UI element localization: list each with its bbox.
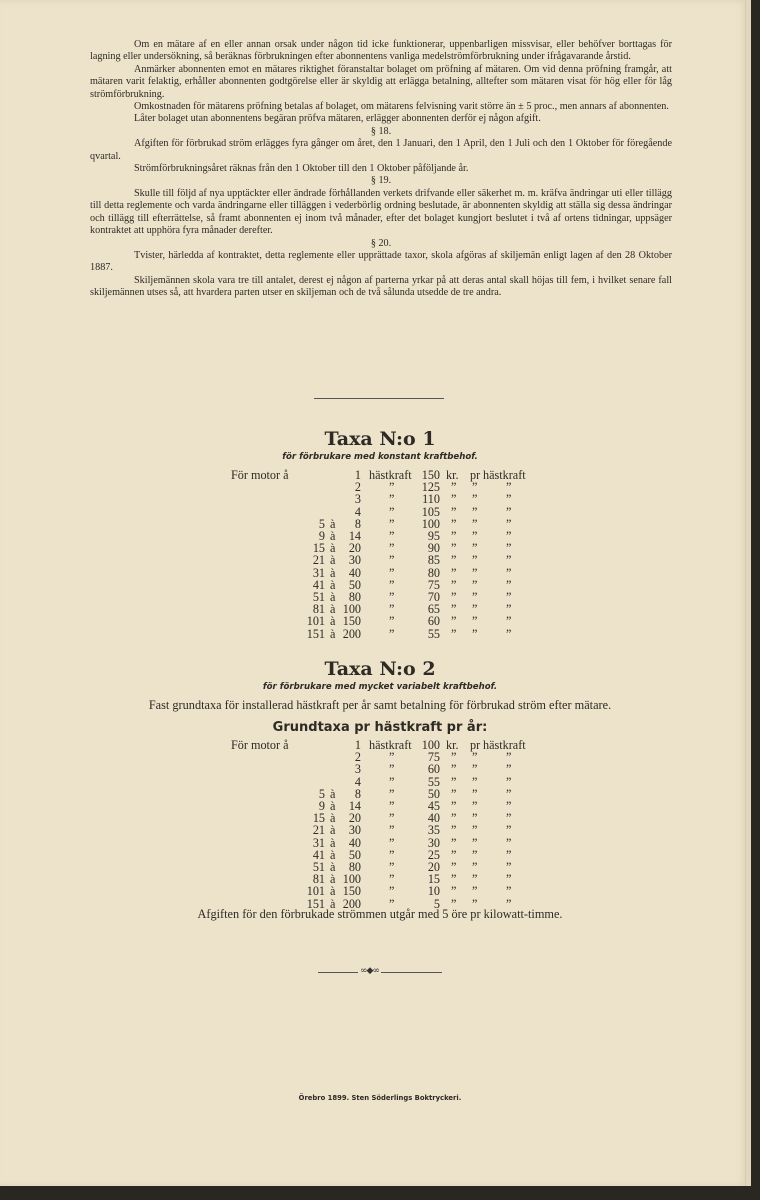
- range-separator: à: [330, 835, 336, 850]
- grundtaxa-heading: Grundtaxa pr hästkraft pr år:: [272, 720, 488, 735]
- price: 15: [427, 872, 440, 887]
- currency: ”: [451, 774, 457, 789]
- tariff-row: [0, 505, 760, 517]
- per: ”: [472, 480, 478, 495]
- tariff-row: [0, 848, 760, 860]
- range-from: 21: [312, 823, 325, 838]
- paragraph: Skiljemännen skola vara tre till antalet, derest ej någon af parterna yrkar på att deras antal skall höjas till fem, i hvilket senare fall skiljemännen utses så, att hvardera parten utser en skiljeman och de två sålunda utsedde de tre andra.: [90, 274, 672, 299]
- price: 60: [427, 614, 440, 629]
- unit: ”: [389, 504, 395, 519]
- price: 50: [427, 786, 440, 801]
- range-separator: à: [330, 602, 336, 617]
- per: ”: [472, 516, 478, 531]
- currency: ”: [451, 602, 457, 617]
- price: 70: [427, 590, 440, 604]
- per: ”: [472, 750, 478, 765]
- currency: ”: [451, 847, 457, 862]
- per-unit: ”: [506, 786, 512, 801]
- range-from: 31: [312, 565, 325, 580]
- range-to: 14: [348, 529, 361, 543]
- price: 125: [421, 480, 440, 495]
- range-from: 101: [306, 614, 325, 629]
- price: 25: [427, 847, 440, 862]
- regulations-text: [90, 39, 672, 300]
- per-unit: ”: [506, 799, 512, 813]
- per-unit: ”: [506, 750, 512, 765]
- range-to: 14: [348, 799, 361, 813]
- per: ”: [472, 590, 478, 604]
- range-to: 20: [348, 541, 361, 556]
- taxa1-title: Taxa N:o 1: [324, 428, 436, 450]
- unit: ”: [389, 541, 395, 556]
- currency: ”: [451, 480, 457, 495]
- range-to: 30: [348, 553, 361, 568]
- unit: hästkraft: [369, 468, 412, 482]
- per: ”: [472, 504, 478, 519]
- unit: ”: [389, 553, 395, 568]
- per-unit: ”: [506, 602, 512, 617]
- currency: ”: [451, 590, 457, 604]
- range-to: 100: [342, 602, 361, 617]
- per-unit: ”: [506, 492, 512, 507]
- taxa2-note: Afgiften för den förbrukade strömmen utgår med 5 öre pr kilowatt-timme.: [197, 907, 563, 921]
- per: ”: [472, 492, 478, 507]
- range-separator: à: [330, 565, 336, 580]
- currency: kr.: [446, 468, 459, 482]
- range-to: 40: [348, 835, 361, 850]
- unit: ”: [389, 860, 395, 874]
- range-to: 3: [354, 762, 361, 777]
- per: ”: [472, 553, 478, 568]
- currency: ”: [451, 835, 457, 850]
- paragraph: Tvister, härledda af kontraktet, detta reglemente eller upprättade taxor, skola afgöras af skiljemän enligt lagen af den 28 Oktober 1887.: [90, 249, 672, 274]
- price: 75: [427, 577, 440, 592]
- unit: ”: [389, 762, 395, 777]
- currency: ”: [451, 762, 457, 777]
- range-to: 200: [342, 626, 361, 641]
- tariff-row: [0, 823, 760, 838]
- price: 40: [427, 811, 440, 826]
- range-from: 41: [312, 577, 325, 592]
- range-from: 81: [312, 872, 325, 887]
- range-separator: à: [330, 614, 336, 629]
- unit: ”: [389, 750, 395, 765]
- price: 60: [427, 762, 440, 777]
- tariff-row: [0, 750, 760, 765]
- tariff-row: [0, 799, 760, 811]
- range-separator: à: [330, 847, 336, 862]
- tariff-row: [0, 517, 760, 529]
- per-unit: hästkraft: [483, 468, 526, 482]
- unit: hästkraft: [369, 738, 412, 752]
- per: pr: [470, 738, 481, 752]
- unit: ”: [389, 774, 395, 789]
- currency: kr.: [446, 738, 459, 752]
- per-unit: ”: [506, 504, 512, 519]
- price: 85: [427, 553, 440, 568]
- tariff-row: [0, 762, 760, 777]
- range-separator: à: [330, 884, 336, 899]
- unit: ”: [389, 590, 395, 604]
- price: 95: [427, 529, 440, 543]
- range-separator: à: [330, 577, 336, 592]
- range-from: 151: [306, 626, 325, 641]
- unit: ”: [389, 565, 395, 580]
- unit: ”: [389, 847, 395, 862]
- range-to: 8: [354, 516, 361, 531]
- range-to: 150: [342, 614, 361, 629]
- range-from: 101: [306, 884, 325, 899]
- currency: ”: [451, 872, 457, 887]
- per-unit: ”: [506, 626, 512, 641]
- per: ”: [472, 823, 478, 838]
- range-to: 200: [342, 896, 361, 911]
- range-separator: à: [330, 590, 336, 604]
- range-to: 3: [354, 492, 361, 507]
- per-unit: ”: [506, 553, 512, 568]
- per: ”: [472, 860, 478, 874]
- per-unit: ”: [506, 577, 512, 592]
- per-unit: ”: [506, 614, 512, 629]
- per: pr: [470, 468, 481, 482]
- paragraph: Afgiften för förbrukad ström erlägges fyra gånger om året, den 1 Januari, den 1 April, den 1 Juli och den 1 Oktober för föregående qvartal.: [90, 138, 672, 162]
- per-unit: ”: [506, 835, 512, 850]
- per-unit: ”: [506, 896, 512, 911]
- per-unit: ”: [506, 516, 512, 531]
- paragraph: Skulle till följd af nya upptäckter eller ändrade förhållanden verkets drifvande eller säkerhet m. m. kräfva ändringar uti eller tillägg till detta reglemente och varda ändringarne eller tilläggen i vederbörlig ordning beslutade, är abonnenten skyldig att ställa sig dessa ändringar och tillägg till efterrättelse, så framt abonnenten ej inom två månader, efter det bolaget kungjort beslutet i två af ortens tidningar, uppsäger kontraktet att upphöra fyra månader derefter.: [90, 187, 672, 237]
- range-from: 9: [318, 799, 325, 813]
- per-unit: ”: [506, 872, 512, 887]
- range-separator: à: [330, 786, 336, 801]
- per: ”: [472, 762, 478, 777]
- ornament-icon: ∞◆∞: [360, 966, 379, 976]
- range-to: 4: [354, 774, 361, 789]
- range-from: 41: [312, 847, 325, 862]
- range-separator: à: [330, 626, 336, 641]
- currency: ”: [451, 492, 457, 507]
- per-unit: ”: [506, 860, 512, 874]
- range-separator: à: [330, 529, 336, 543]
- currency: ”: [451, 884, 457, 899]
- range-to: 1: [354, 468, 361, 482]
- tariff-row: [0, 884, 760, 899]
- currency: ”: [451, 529, 457, 543]
- tariff-row: [0, 468, 760, 480]
- per: ”: [472, 811, 478, 826]
- per-unit: ”: [506, 541, 512, 556]
- tariff-row: [0, 492, 760, 507]
- unit: ”: [389, 823, 395, 838]
- per: ”: [472, 565, 478, 580]
- per: ”: [472, 614, 478, 629]
- taxa1-subtitle: för förbrukare med konstant kraftbehof.: [282, 452, 478, 462]
- row-label: För motor å: [231, 468, 289, 482]
- range-separator: à: [330, 823, 336, 838]
- currency: ”: [451, 860, 457, 874]
- currency: ”: [451, 565, 457, 580]
- currency: ”: [451, 504, 457, 519]
- price: 150: [421, 468, 440, 482]
- tariff-row: [0, 627, 760, 639]
- price: 55: [427, 774, 440, 789]
- unit: ”: [389, 614, 395, 629]
- tariff-row: [0, 614, 760, 629]
- section-heading-19: § 19.: [370, 175, 392, 187]
- range-separator: à: [330, 872, 336, 887]
- price: 90: [427, 541, 440, 556]
- range-separator: à: [330, 516, 336, 531]
- per-unit: ”: [506, 565, 512, 580]
- paragraph: Strömförbrukningsåret räknas från den 1 Oktober till den 1 Oktober påföljande år.: [134, 163, 469, 175]
- tariff-row: [0, 872, 760, 887]
- unit: ”: [389, 872, 395, 887]
- range-from: 15: [312, 811, 325, 826]
- per-unit: ”: [506, 884, 512, 899]
- range-to: 100: [342, 872, 361, 887]
- range-to: 2: [354, 750, 361, 765]
- divider-rule: [314, 398, 444, 399]
- currency: ”: [451, 896, 457, 911]
- tariff-row: [0, 787, 760, 799]
- range-separator: à: [330, 553, 336, 568]
- range-to: 50: [348, 577, 361, 592]
- range-to: 50: [348, 847, 361, 862]
- range-to: 20: [348, 811, 361, 826]
- range-from: 5: [318, 786, 325, 801]
- unit: ”: [389, 884, 395, 899]
- range-separator: à: [330, 541, 336, 556]
- price: 35: [427, 823, 440, 838]
- per-unit: ”: [506, 811, 512, 826]
- printer-footer: Örebro 1899. Sten Söderlings Boktryckeri.: [298, 1094, 462, 1102]
- range-from: 151: [306, 896, 325, 911]
- unit: ”: [389, 896, 395, 911]
- per-unit: ”: [506, 762, 512, 777]
- paragraph: Om en mätare af en eller annan orsak under någon tid icke funktionerar, uppenbarligen missvisar, eller behöfver borttagas för lagning eller undersökning, så beräknas förbrukningen efter abonnentens vanliga medelströmförbrukning under ifrågavarande årstid.: [90, 39, 672, 63]
- per: ”: [472, 577, 478, 592]
- per: ”: [472, 626, 478, 641]
- per: ”: [472, 602, 478, 617]
- paragraph: Anmärker abonnenten emot en mätares riktighet föranstaltar bolaget om pröfning af mätaren. Om vid denna pröfning framgår, att mätaren varit felaktig, erhåller abonnenten godtgörelse eller är skyldig att erlägga betalning, alltefter som mätaren visat för hög eller för låg strömförbrukning.: [90, 63, 672, 100]
- per: ”: [472, 847, 478, 862]
- tariff-row: [0, 775, 760, 787]
- tariff-row: [0, 836, 760, 848]
- tariff-row: [0, 566, 760, 578]
- range-from: 21: [312, 553, 325, 568]
- per-unit: ”: [506, 590, 512, 604]
- unit: ”: [389, 626, 395, 641]
- range-to: 80: [348, 590, 361, 604]
- price: 30: [427, 835, 440, 850]
- per-unit: hästkraft: [483, 738, 526, 752]
- range-to: 8: [354, 786, 361, 801]
- taxa2-subtitle: för förbrukare med mycket variabelt kraftbehof.: [262, 682, 498, 692]
- range-separator: à: [330, 811, 336, 826]
- currency: ”: [451, 823, 457, 838]
- taxa2-title: Taxa N:o 2: [324, 658, 436, 680]
- tariff-row: [0, 541, 760, 556]
- currency: ”: [451, 750, 457, 765]
- unit: ”: [389, 799, 395, 813]
- range-from: 51: [312, 860, 325, 874]
- price: 110: [422, 492, 440, 507]
- tariff-row: [0, 590, 760, 602]
- range-from: 5: [318, 516, 325, 531]
- price: 5: [433, 896, 440, 911]
- price: 105: [421, 504, 440, 519]
- unit: ”: [389, 480, 395, 495]
- currency: ”: [451, 626, 457, 641]
- price: 100: [421, 738, 440, 752]
- range-separator: à: [330, 896, 336, 911]
- range-separator: à: [330, 799, 336, 813]
- per: ”: [472, 835, 478, 850]
- range-to: 80: [348, 860, 361, 874]
- per: ”: [472, 786, 478, 801]
- unit: ”: [389, 492, 395, 507]
- tariff-row: [0, 578, 760, 590]
- price: 10: [427, 884, 440, 899]
- currency: ”: [451, 614, 457, 629]
- per-unit: ”: [506, 823, 512, 838]
- section-heading-18: § 18.: [370, 125, 392, 137]
- unit: ”: [389, 811, 395, 826]
- currency: ”: [451, 541, 457, 556]
- price: 55: [427, 626, 440, 641]
- range-to: 4: [354, 504, 361, 519]
- unit: ”: [389, 577, 395, 592]
- tariff-row: [0, 529, 760, 541]
- tariff-row: [0, 811, 760, 826]
- currency: ”: [451, 516, 457, 531]
- range-from: 51: [312, 590, 325, 604]
- unit: ”: [389, 835, 395, 850]
- range-to: 30: [348, 823, 361, 838]
- tariff-row: [0, 480, 760, 495]
- range-to: 2: [354, 480, 361, 495]
- range-to: 150: [342, 884, 361, 899]
- per: ”: [472, 799, 478, 813]
- row-label: För motor å: [231, 738, 289, 752]
- per-unit: ”: [506, 529, 512, 543]
- range-to: 40: [348, 565, 361, 580]
- tariff-row: [0, 738, 760, 750]
- price: 80: [427, 565, 440, 580]
- section-heading-20: § 20.: [370, 237, 392, 249]
- price: 20: [427, 860, 440, 874]
- per-unit: ”: [506, 847, 512, 862]
- taxa2-intro: Fast grundtaxa för installerad hästkraft per år samt betalning för förbrukad ström efter mätare.: [148, 698, 612, 712]
- range-from: 81: [312, 602, 325, 617]
- currency: ”: [451, 799, 457, 813]
- unit: ”: [389, 516, 395, 531]
- price: 75: [427, 750, 440, 765]
- currency: ”: [451, 577, 457, 592]
- price: 100: [421, 516, 440, 531]
- unit: ”: [389, 529, 395, 543]
- paragraph: Låter bolaget utan abonnentens begäran pröfva mätaren, erlägger abonnenten derför ej någon afgift.: [134, 113, 541, 125]
- tariff-row: [0, 602, 760, 617]
- per-unit: ”: [506, 480, 512, 495]
- per: ”: [472, 896, 478, 911]
- per: ”: [472, 872, 478, 887]
- per: ”: [472, 884, 478, 899]
- tariff-row: [0, 553, 760, 568]
- per: ”: [472, 529, 478, 543]
- range-from: 31: [312, 835, 325, 850]
- currency: ”: [451, 553, 457, 568]
- paragraph: Omkostnaden för mätarens pröfning betalas af bolaget, om mätarens felvisning varit större än ± 5 proc., men annars af abonnenten.: [134, 101, 669, 113]
- currency: ”: [451, 811, 457, 826]
- range-from: 9: [318, 529, 325, 543]
- currency: ”: [451, 786, 457, 801]
- unit: ”: [389, 602, 395, 617]
- per-unit: ”: [506, 774, 512, 789]
- unit: ”: [389, 786, 395, 801]
- per: ”: [472, 774, 478, 789]
- tariff-row: [0, 860, 760, 872]
- range-separator: à: [330, 860, 336, 874]
- price: 45: [427, 799, 440, 813]
- price: 65: [427, 602, 440, 617]
- range-from: 15: [312, 541, 325, 556]
- range-to: 1: [354, 738, 361, 752]
- per: ”: [472, 541, 478, 556]
